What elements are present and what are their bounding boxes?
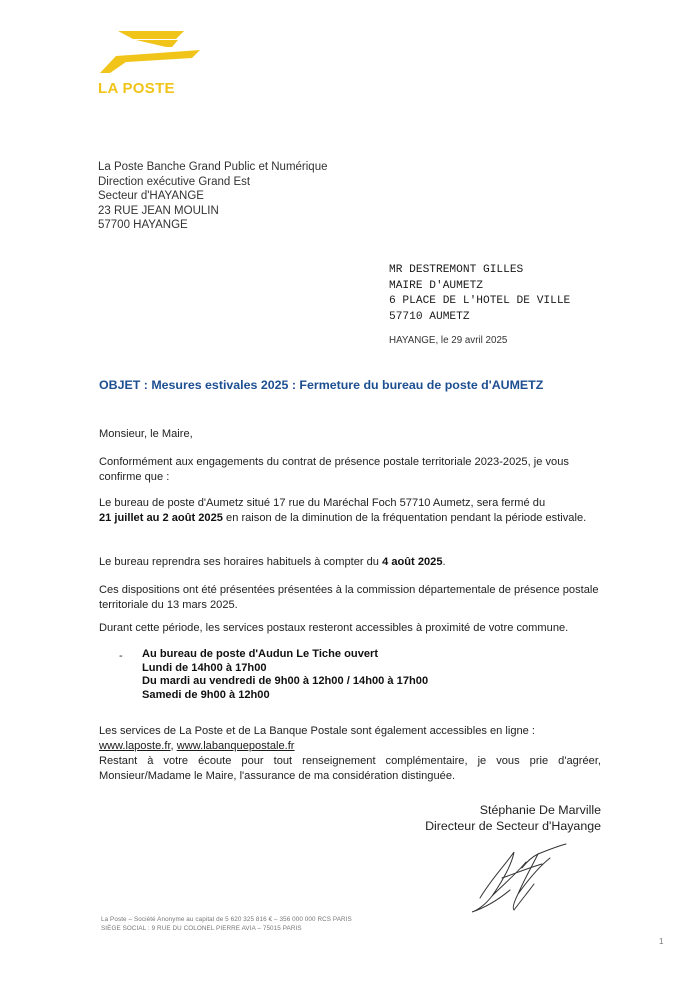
- handwritten-signature-icon: [462, 838, 577, 918]
- recipient-line: MAIRE D'AUMETZ: [389, 279, 483, 292]
- paragraph-contract: Conformément aux engagements du contrat de présence postale territoriale 2023-2025, je vous confirme que :: [99, 456, 569, 483]
- footer-line: La Poste – Société Anonyme au capital de 5 620 325 816 € – 356 000 000 RCS PARIS: [101, 916, 352, 923]
- closure-reason: en raison de la diminution de la fréquentation pendant la période estivale.: [222, 512, 587, 524]
- paragraph-reopening: [99, 555, 601, 570]
- footer-line: SIÈGE SOCIAL : 9 RUE DU COLONEL PIERRE AVIA – 75015 PARIS: [101, 925, 302, 933]
- letter-date: HAYANGE, le 29 avril 2025: [389, 335, 508, 346]
- reopening-date: 4 août 2025: [382, 556, 443, 568]
- paragraph-online: [99, 724, 601, 784]
- laposte-link[interactable]: www.laposte.fr: [99, 740, 171, 752]
- letter-subject: OBJET : Mesures estivales 2025 : Fermeture du bureau de poste d'AUMETZ: [99, 378, 544, 392]
- closure-dates: 21 juillet au 2 août 2025: [99, 512, 223, 524]
- alternative-office-hours: [142, 648, 428, 702]
- sender-address: [98, 160, 328, 233]
- sender-line: 57700 HAYANGE: [98, 219, 188, 232]
- sender-line: Secteur d'HAYANGE: [98, 190, 204, 203]
- recipient-line: 6 PLACE DE L'HOTEL DE VILLE: [389, 295, 571, 307]
- list-item: Samedi de 9h00 à 12h00: [142, 688, 270, 701]
- paragraph-services: Durant cette période, les services postaux resteront accessibles à proximité de votre commune.: [99, 622, 569, 634]
- paragraph-commission: Ces dispositions ont été présentées présentées à la commission départementale de présence postale territoriale du 13 mars 2025.: [99, 584, 599, 611]
- list-item: Du mardi au vendredi de 9h00 à 12h00 / 14h00 à 17h00: [142, 675, 429, 688]
- reopening-period: .: [442, 556, 446, 568]
- online-text: Les services de La Poste et de La Banque Postale sont également accessibles en ligne :: [99, 725, 536, 737]
- paragraph-closure: [99, 496, 601, 526]
- recipient-line: MR DESTREMONT GILLES: [389, 264, 524, 276]
- salutation: Monsieur, le Maire,: [99, 428, 193, 440]
- sender-line: 23 RUE JEAN MOULIN: [98, 204, 219, 217]
- legal-footer: [101, 915, 352, 934]
- signatory-title: Directeur de Secteur d'Hayange: [425, 819, 601, 833]
- labanquepostale-link[interactable]: www.labanquepostale.fr: [176, 740, 295, 752]
- sender-line: Direction exécutive Grand Est: [98, 175, 251, 188]
- signatory-name: Stéphanie De Marville: [479, 803, 601, 817]
- link-separator: ,: [170, 740, 177, 752]
- la-poste-logo-icon: [96, 28, 206, 78]
- list-item: Lundi de 14h00 à 17h00: [142, 661, 267, 674]
- sender-line: La Poste Banche Grand Public et Numérique: [98, 161, 328, 173]
- recipient-address: [389, 263, 570, 325]
- reopening-text: Le bureau reprendra ses horaires habituels à compter du: [99, 556, 383, 568]
- list-item: Au bureau de poste d'Audun Le Tiche ouvert: [142, 648, 379, 660]
- page-number: 1: [659, 937, 664, 946]
- recipient-line: 57710 AUMETZ: [389, 310, 470, 323]
- list-bullet: -: [119, 650, 123, 662]
- logo-wordmark: LA POSTE: [98, 80, 175, 97]
- closure-text: Le bureau de poste d'Aumetz situé 17 rue du Maréchal Foch 57710 Aumetz, sera fermé du: [99, 497, 546, 509]
- closing-formula: Restant à votre écoute pour tout renseignement complémentaire, je vous prie d'agréer, Monsieur/Madame le Maire, l'assurance de ma considération distinguée.: [99, 755, 601, 782]
